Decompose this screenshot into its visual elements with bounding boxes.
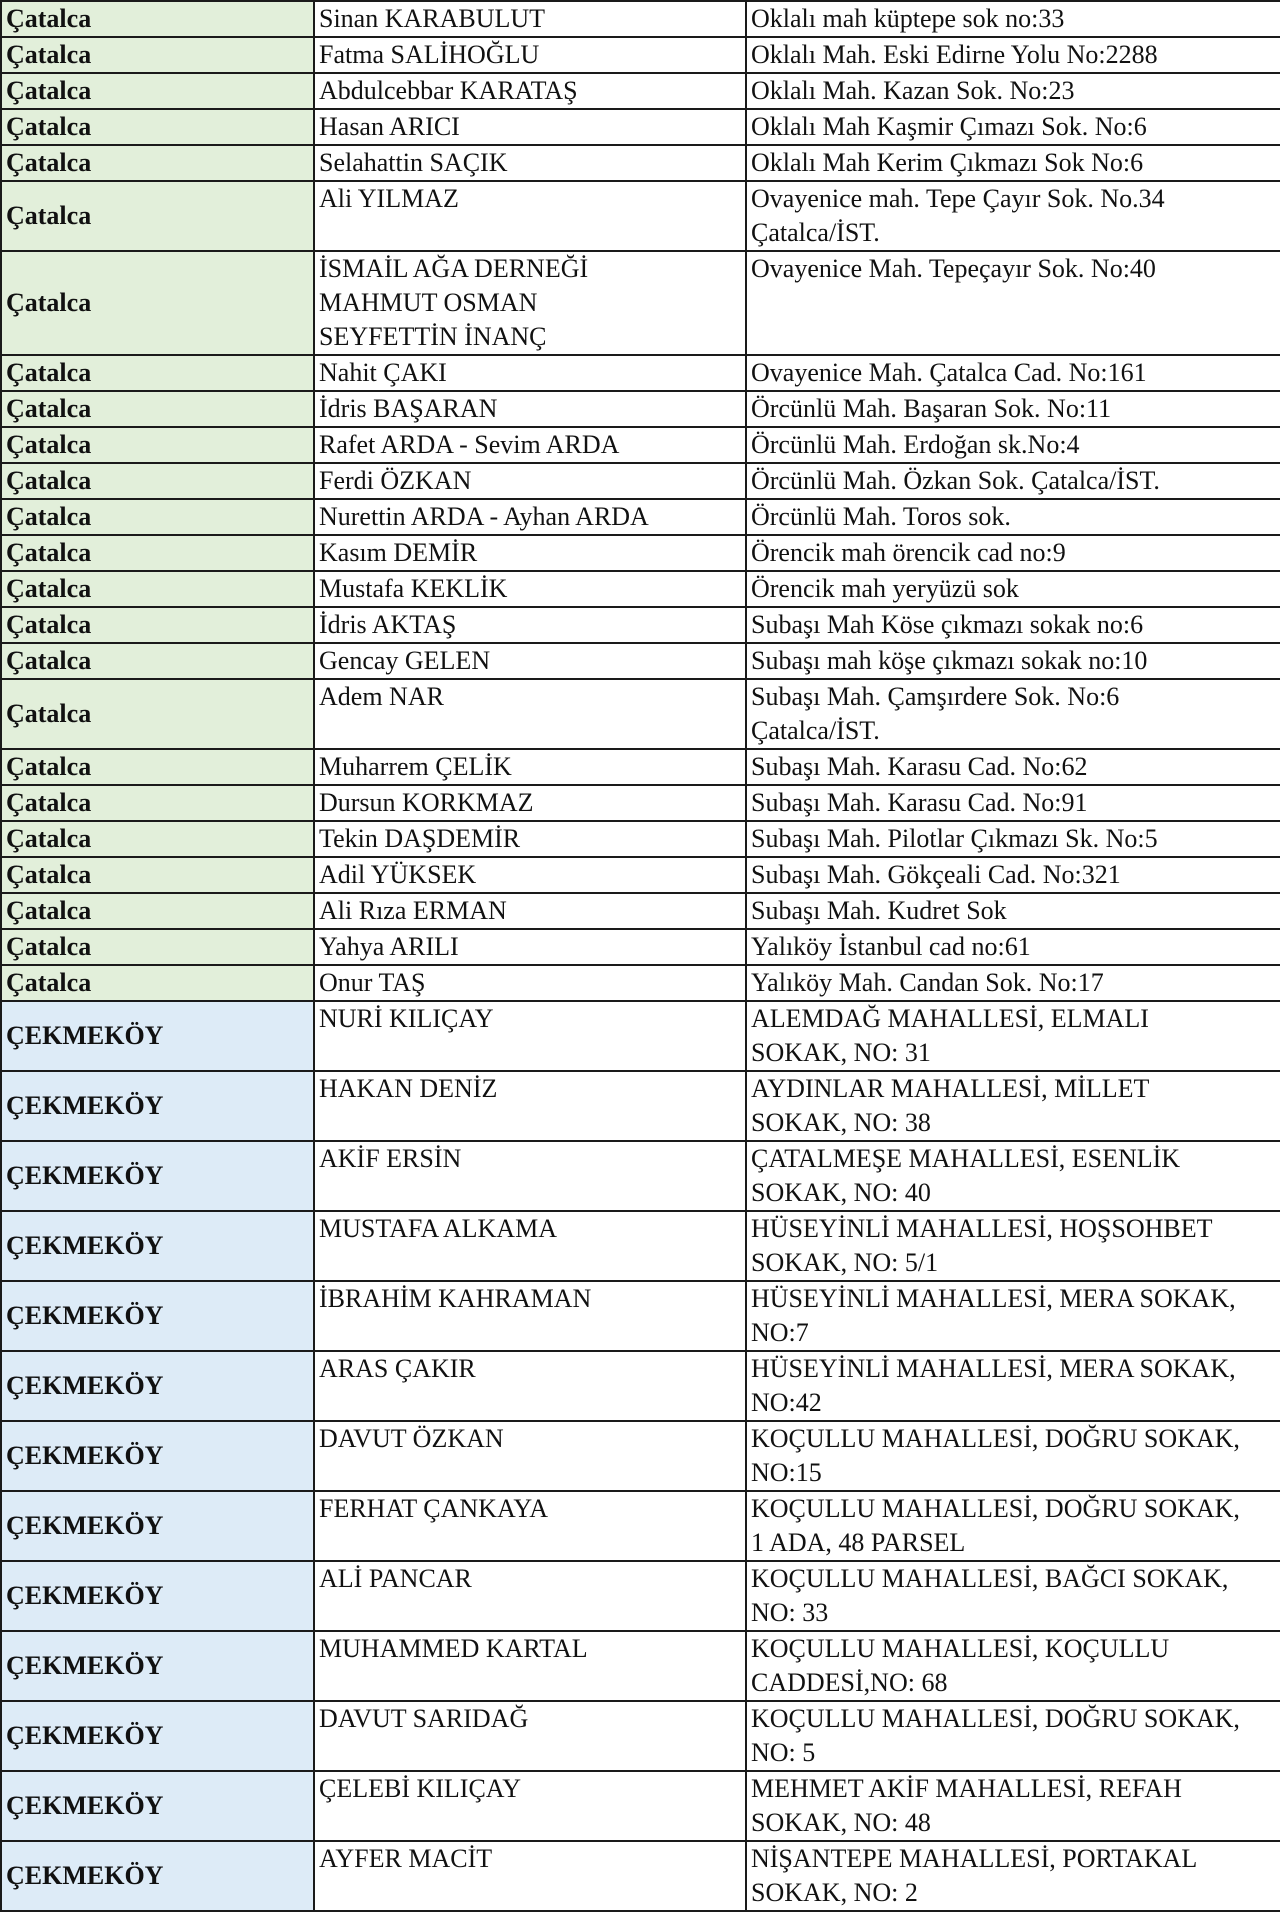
- address-cell: Örencik mah örencik cad no:9: [746, 535, 1280, 571]
- address-cell: Subaşı Mah. Karasu Cad. No:62: [746, 749, 1280, 785]
- district-cell: Çatalca: [1, 391, 314, 427]
- district-cell: Çatalca: [1, 73, 314, 109]
- table-row: [1, 37, 1280, 73]
- table-row: [1, 1001, 1280, 1071]
- name-cell: MUSTAFA ALKAMA: [314, 1211, 746, 1281]
- address-cell: KOÇULLU MAHALLESİ, KOÇULLU CADDESİ,NO: 68: [746, 1631, 1280, 1701]
- address-cell: Ovayenice mah. Tepe Çayır Sok. No.34 Çatalca/İST.: [746, 181, 1280, 251]
- address-cell: Subaşı Mah Köse çıkmazı sokak no:6: [746, 607, 1280, 643]
- address-cell: Yalıköy Mah. Candan Sok. No:17: [746, 965, 1280, 1001]
- table-row: [1, 499, 1280, 535]
- table-row: [1, 1211, 1280, 1281]
- address-cell: Ovayenice Mah. Tepeçayır Sok. No:40: [746, 251, 1280, 355]
- name-cell: ALİ PANCAR: [314, 1561, 746, 1631]
- table-row: [1, 1, 1280, 37]
- address-cell: ÇATALMEŞE MAHALLESİ, ESENLİK SOKAK, NO: 40: [746, 1141, 1280, 1211]
- district-cell: Çatalca: [1, 535, 314, 571]
- table-row: [1, 73, 1280, 109]
- district-cell: Çatalca: [1, 929, 314, 965]
- name-cell: NURİ KILIÇAY: [314, 1001, 746, 1071]
- table-row: [1, 391, 1280, 427]
- name-cell: Ali YILMAZ: [314, 181, 746, 251]
- district-cell: Çatalca: [1, 181, 314, 251]
- name-cell: Gencay GELEN: [314, 643, 746, 679]
- address-cell: HÜSEYİNLİ MAHALLESİ, MERA SOKAK, NO:42: [746, 1351, 1280, 1421]
- table-row: [1, 607, 1280, 643]
- address-cell: KOÇULLU MAHALLESİ, DOĞRU SOKAK, NO: 5: [746, 1701, 1280, 1771]
- address-cell: Subaşı Mah. Kudret Sok: [746, 893, 1280, 929]
- name-cell: Ferdi ÖZKAN: [314, 463, 746, 499]
- address-cell: Oklalı Mah Kaşmir Çımazı Sok. No:6: [746, 109, 1280, 145]
- district-cell: Çatalca: [1, 749, 314, 785]
- district-cell: ÇEKMEKÖY: [1, 1631, 314, 1701]
- name-cell: ARAS ÇAKIR: [314, 1351, 746, 1421]
- address-cell: Örcünlü Mah. Özkan Sok. Çatalca/İST.: [746, 463, 1280, 499]
- address-cell: Oklalı Mah. Kazan Sok. No:23: [746, 73, 1280, 109]
- name-cell: İSMAİL AĞA DERNEĞİ MAHMUT OSMAN SEYFETTİN İNANÇ: [314, 251, 746, 355]
- name-cell: DAVUT ÖZKAN: [314, 1421, 746, 1491]
- table-row: [1, 1631, 1280, 1701]
- name-cell: ÇELEBİ KILIÇAY: [314, 1771, 746, 1841]
- address-cell: NİŞANTEPE MAHALLESİ, PORTAKAL SOKAK, NO: 2: [746, 1841, 1280, 1911]
- district-cell: Çatalca: [1, 355, 314, 391]
- address-cell: ALEMDAĞ MAHALLESİ, ELMALI SOKAK, NO: 31: [746, 1001, 1280, 1071]
- address-cell: Subaşı Mah. Karasu Cad. No:91: [746, 785, 1280, 821]
- district-cell: ÇEKMEKÖY: [1, 1561, 314, 1631]
- name-cell: HAKAN DENİZ: [314, 1071, 746, 1141]
- address-cell: Subaşı Mah. Çamşırdere Sok. No:6 Çatalca/İST.: [746, 679, 1280, 749]
- name-cell: Abdulcebbar KARATAŞ: [314, 73, 746, 109]
- address-cell: Ovayenice Mah. Çatalca Cad. No:161: [746, 355, 1280, 391]
- address-cell: Oklalı Mah Kerim Çıkmazı Sok No:6: [746, 145, 1280, 181]
- name-cell: AKİF ERSİN: [314, 1141, 746, 1211]
- table-row: [1, 1421, 1280, 1491]
- name-cell: AYFER MACİT: [314, 1841, 746, 1911]
- name-cell: Nurettin ARDA - Ayhan ARDA: [314, 499, 746, 535]
- address-cell: Örencik mah yeryüzü sok: [746, 571, 1280, 607]
- name-cell: Ali Rıza ERMAN: [314, 893, 746, 929]
- name-cell: FERHAT ÇANKAYA: [314, 1491, 746, 1561]
- district-cell: Çatalca: [1, 37, 314, 73]
- table-row: [1, 427, 1280, 463]
- table-row: [1, 1071, 1280, 1141]
- table-row: [1, 1701, 1280, 1771]
- district-cell: Çatalca: [1, 785, 314, 821]
- table-row: [1, 1351, 1280, 1421]
- name-cell: Adem NAR: [314, 679, 746, 749]
- name-cell: DAVUT SARIDAĞ: [314, 1701, 746, 1771]
- table-row: [1, 571, 1280, 607]
- district-cell: ÇEKMEKÖY: [1, 1841, 314, 1911]
- district-cell: Çatalca: [1, 251, 314, 355]
- table-row: [1, 643, 1280, 679]
- district-cell: ÇEKMEKÖY: [1, 1001, 314, 1071]
- table-row: [1, 679, 1280, 749]
- district-cell: Çatalca: [1, 679, 314, 749]
- address-cell: Oklalı mah küptepe sok no:33: [746, 1, 1280, 37]
- district-cell: ÇEKMEKÖY: [1, 1281, 314, 1351]
- table-row: [1, 1141, 1280, 1211]
- address-cell: AYDINLAR MAHALLESİ, MİLLET SOKAK, NO: 38: [746, 1071, 1280, 1141]
- address-cell: MEHMET AKİF MAHALLESİ, REFAH SOKAK, NO: 48: [746, 1771, 1280, 1841]
- name-cell: Onur TAŞ: [314, 965, 746, 1001]
- table-row: [1, 145, 1280, 181]
- district-cell: Çatalca: [1, 427, 314, 463]
- district-cell: Çatalca: [1, 463, 314, 499]
- name-cell: Hasan ARICI: [314, 109, 746, 145]
- name-cell: Kasım DEMİR: [314, 535, 746, 571]
- name-cell: MUHAMMED KARTAL: [314, 1631, 746, 1701]
- address-cell: Yalıköy İstanbul cad no:61: [746, 929, 1280, 965]
- address-cell: Örcünlü Mah. Erdoğan sk.No:4: [746, 427, 1280, 463]
- district-cell: ÇEKMEKÖY: [1, 1491, 314, 1561]
- name-cell: Adil YÜKSEK: [314, 857, 746, 893]
- district-cell: Çatalca: [1, 145, 314, 181]
- district-cell: Çatalca: [1, 893, 314, 929]
- name-cell: Yahya ARILI: [314, 929, 746, 965]
- district-cell: ÇEKMEKÖY: [1, 1141, 314, 1211]
- table-row: [1, 1561, 1280, 1631]
- name-cell: Rafet ARDA - Sevim ARDA: [314, 427, 746, 463]
- table-row: [1, 1841, 1280, 1911]
- district-cell: Çatalca: [1, 1, 314, 37]
- address-cell: HÜSEYİNLİ MAHALLESİ, MERA SOKAK, NO:7: [746, 1281, 1280, 1351]
- district-cell: Çatalca: [1, 109, 314, 145]
- address-cell: Oklalı Mah. Eski Edirne Yolu No:2288: [746, 37, 1280, 73]
- name-cell: Selahattin SAÇIK: [314, 145, 746, 181]
- name-cell: Tekin DAŞDEMİR: [314, 821, 746, 857]
- district-cell: ÇEKMEKÖY: [1, 1211, 314, 1281]
- table-row: [1, 929, 1280, 965]
- table-row: [1, 535, 1280, 571]
- district-cell: Çatalca: [1, 643, 314, 679]
- district-cell: ÇEKMEKÖY: [1, 1071, 314, 1141]
- address-cell: Subaşı mah köşe çıkmazı sokak no:10: [746, 643, 1280, 679]
- name-cell: Mustafa KEKLİK: [314, 571, 746, 607]
- table-row: [1, 857, 1280, 893]
- table-row: [1, 893, 1280, 929]
- district-cell: Çatalca: [1, 499, 314, 535]
- district-cell: Çatalca: [1, 965, 314, 1001]
- table-row: [1, 109, 1280, 145]
- name-cell: İBRAHİM KAHRAMAN: [314, 1281, 746, 1351]
- name-cell: Dursun KORKMAZ: [314, 785, 746, 821]
- address-cell: Örcünlü Mah. Toros sok.: [746, 499, 1280, 535]
- table-row: [1, 251, 1280, 355]
- table-row: [1, 463, 1280, 499]
- district-cell: ÇEKMEKÖY: [1, 1351, 314, 1421]
- district-cell: ÇEKMEKÖY: [1, 1771, 314, 1841]
- table-row: [1, 821, 1280, 857]
- district-cell: ÇEKMEKÖY: [1, 1701, 314, 1771]
- name-cell: Nahit ÇAKI: [314, 355, 746, 391]
- name-cell: İdris BAŞARAN: [314, 391, 746, 427]
- address-cell: KOÇULLU MAHALLESİ, BAĞCI SOKAK, NO: 33: [746, 1561, 1280, 1631]
- district-cell: ÇEKMEKÖY: [1, 1421, 314, 1491]
- address-cell: KOÇULLU MAHALLESİ, DOĞRU SOKAK, 1 ADA, 48 PARSEL: [746, 1491, 1280, 1561]
- table-row: [1, 1491, 1280, 1561]
- name-cell: Fatma SALİHOĞLU: [314, 37, 746, 73]
- address-cell: Subaşı Mah. Pilotlar Çıkmazı Sk. No:5: [746, 821, 1280, 857]
- table-row: [1, 785, 1280, 821]
- district-cell: Çatalca: [1, 571, 314, 607]
- address-cell: KOÇULLU MAHALLESİ, DOĞRU SOKAK, NO:15: [746, 1421, 1280, 1491]
- name-cell: İdris AKTAŞ: [314, 607, 746, 643]
- district-cell: Çatalca: [1, 857, 314, 893]
- table-body: [1, 1, 1280, 1911]
- table-row: [1, 1771, 1280, 1841]
- table-row: [1, 965, 1280, 1001]
- name-cell: Muharrem ÇELİK: [314, 749, 746, 785]
- table-row: [1, 749, 1280, 785]
- address-cell: Subaşı Mah. Gökçeali Cad. No:321: [746, 857, 1280, 893]
- address-cell: Örcünlü Mah. Başaran Sok. No:11: [746, 391, 1280, 427]
- district-cell: Çatalca: [1, 607, 314, 643]
- district-cell: Çatalca: [1, 821, 314, 857]
- address-cell: HÜSEYİNLİ MAHALLESİ, HOŞSOHBET SOKAK, NO: 5/1: [746, 1211, 1280, 1281]
- table-row: [1, 355, 1280, 391]
- table-row: [1, 181, 1280, 251]
- table-row: [1, 1281, 1280, 1351]
- name-cell: Sinan KARABULUT: [314, 1, 746, 37]
